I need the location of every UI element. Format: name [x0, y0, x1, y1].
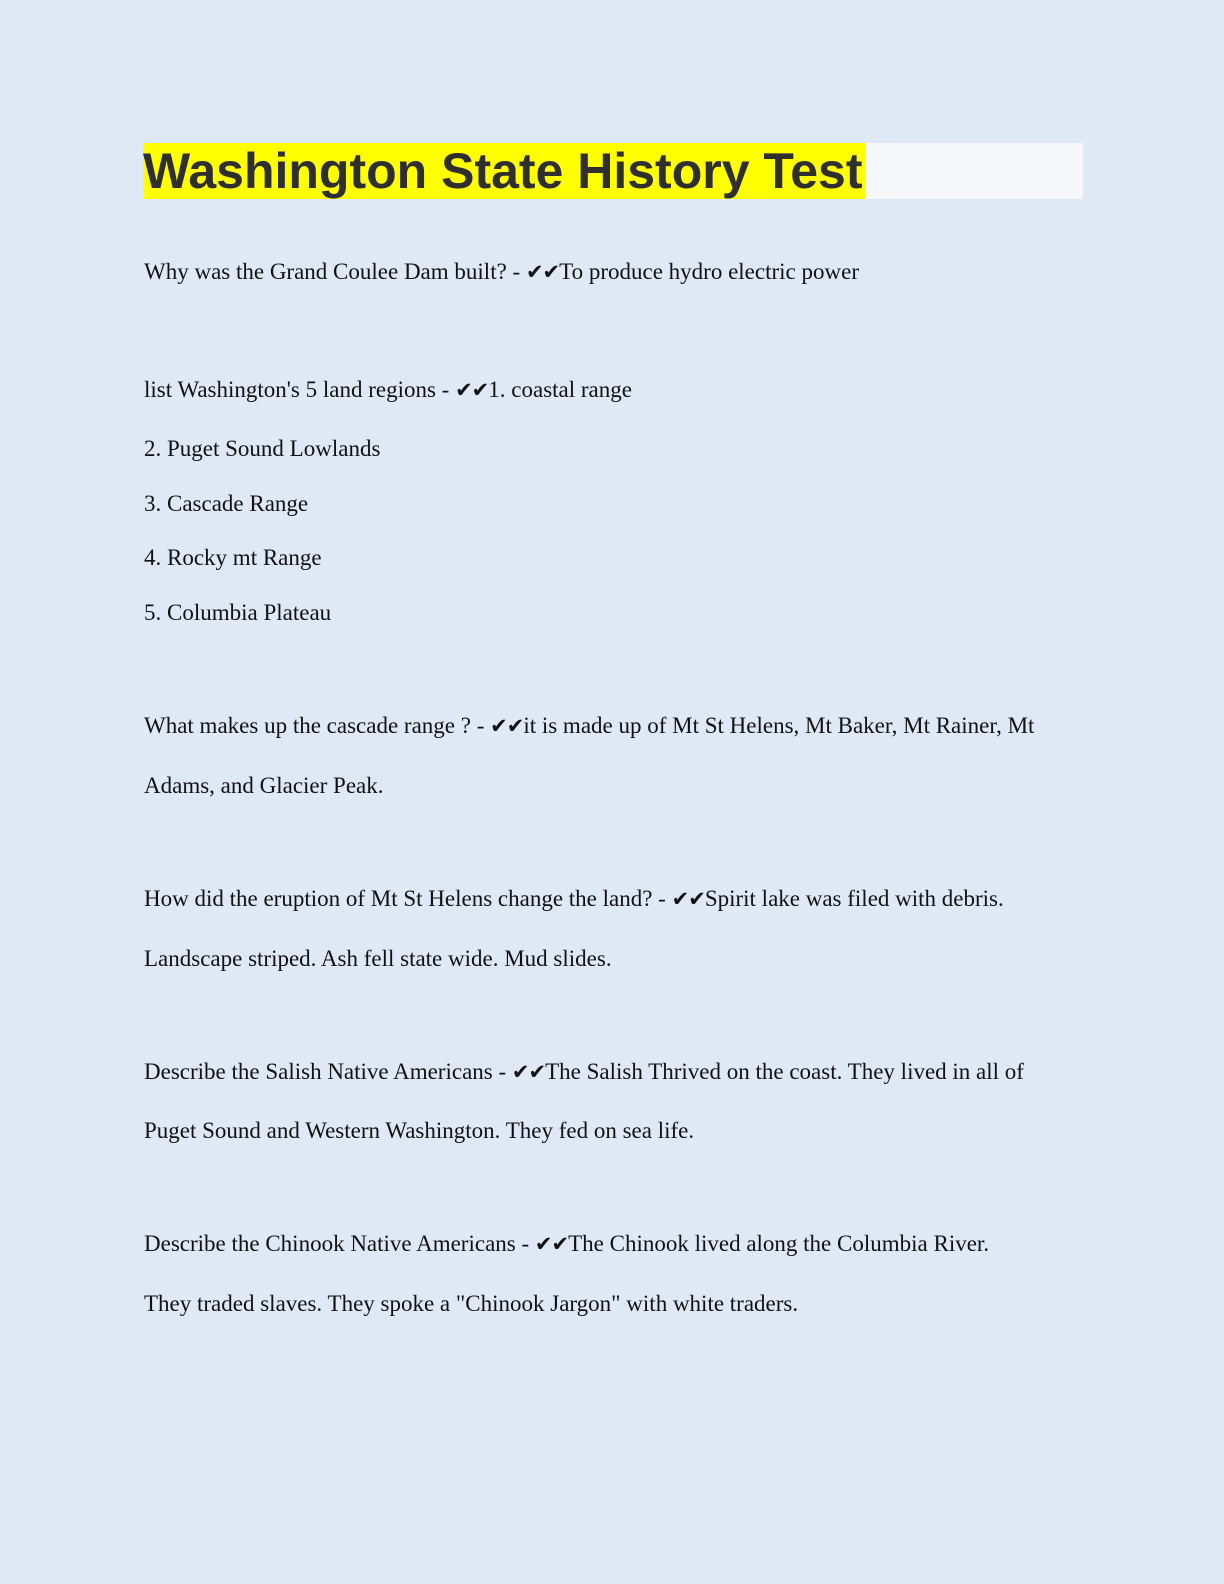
answer-continuation: Adams, and Glacier Peak. — [144, 773, 384, 798]
answer-text: To produce hydro electric power — [559, 259, 859, 284]
list-item: 3. Cascade Range — [144, 491, 309, 516]
check-mark-icon: ✔✔ — [525, 260, 560, 284]
check-mark-icon: ✔✔ — [455, 378, 489, 402]
list-item: 5. Columbia Plateau — [144, 600, 332, 625]
question-text: How did the eruption of Mt St Helens change the land? - — [144, 886, 672, 911]
answer-continuation: Puget Sound and Western Washington. They fed on sea life. — [144, 1118, 695, 1143]
qa-item-5-line-1 — [144, 1058, 1024, 1086]
answer-continuation: Landscape striped. Ash fell state wide. Mud slides. — [144, 946, 612, 971]
question-text: list Washington's 5 land regions - — [144, 377, 456, 402]
answer-text: The Chinook lived along the Columbia River. — [568, 1231, 990, 1256]
list-item: 4. Rocky mt Range — [144, 545, 322, 570]
check-mark-icon: ✔✔ — [511, 1060, 546, 1084]
check-mark-icon: ✔✔ — [490, 714, 524, 738]
question-text: What makes up the cascade range ? - — [144, 713, 491, 738]
answer-text: Spirit lake was filed with debris. — [704, 886, 1004, 911]
check-mark-icon: ✔✔ — [671, 887, 705, 911]
qa-item-3-line-1 — [144, 712, 1034, 740]
qa-item-2-line-1 — [144, 376, 632, 404]
qa-item-6-line-1 — [144, 1230, 989, 1258]
document-title: Washington State History Test — [143, 143, 863, 199]
question-text: Why was the Grand Coulee Dam built? - — [144, 259, 526, 284]
check-mark-icon: ✔✔ — [534, 1232, 569, 1256]
answer-text: The Salish Thrived on the coast. They lived in all of — [545, 1059, 1024, 1084]
answer-text: it is made up of Mt St Helens, Mt Baker, Mt Rainer, Mt — [523, 713, 1035, 738]
answer-continuation: They traded slaves. They spoke a "Chinook Jargon" with white traders. — [144, 1291, 799, 1316]
question-text: Describe the Chinook Native Americans - — [144, 1231, 535, 1256]
qa-item-4-line-1 — [144, 885, 1004, 913]
qa-item-1-line-1 — [144, 258, 859, 286]
list-item: 2. Puget Sound Lowlands — [144, 436, 381, 461]
question-text: Describe the Salish Native Americans - — [144, 1059, 512, 1084]
answer-text: 1. coastal range — [488, 377, 632, 402]
